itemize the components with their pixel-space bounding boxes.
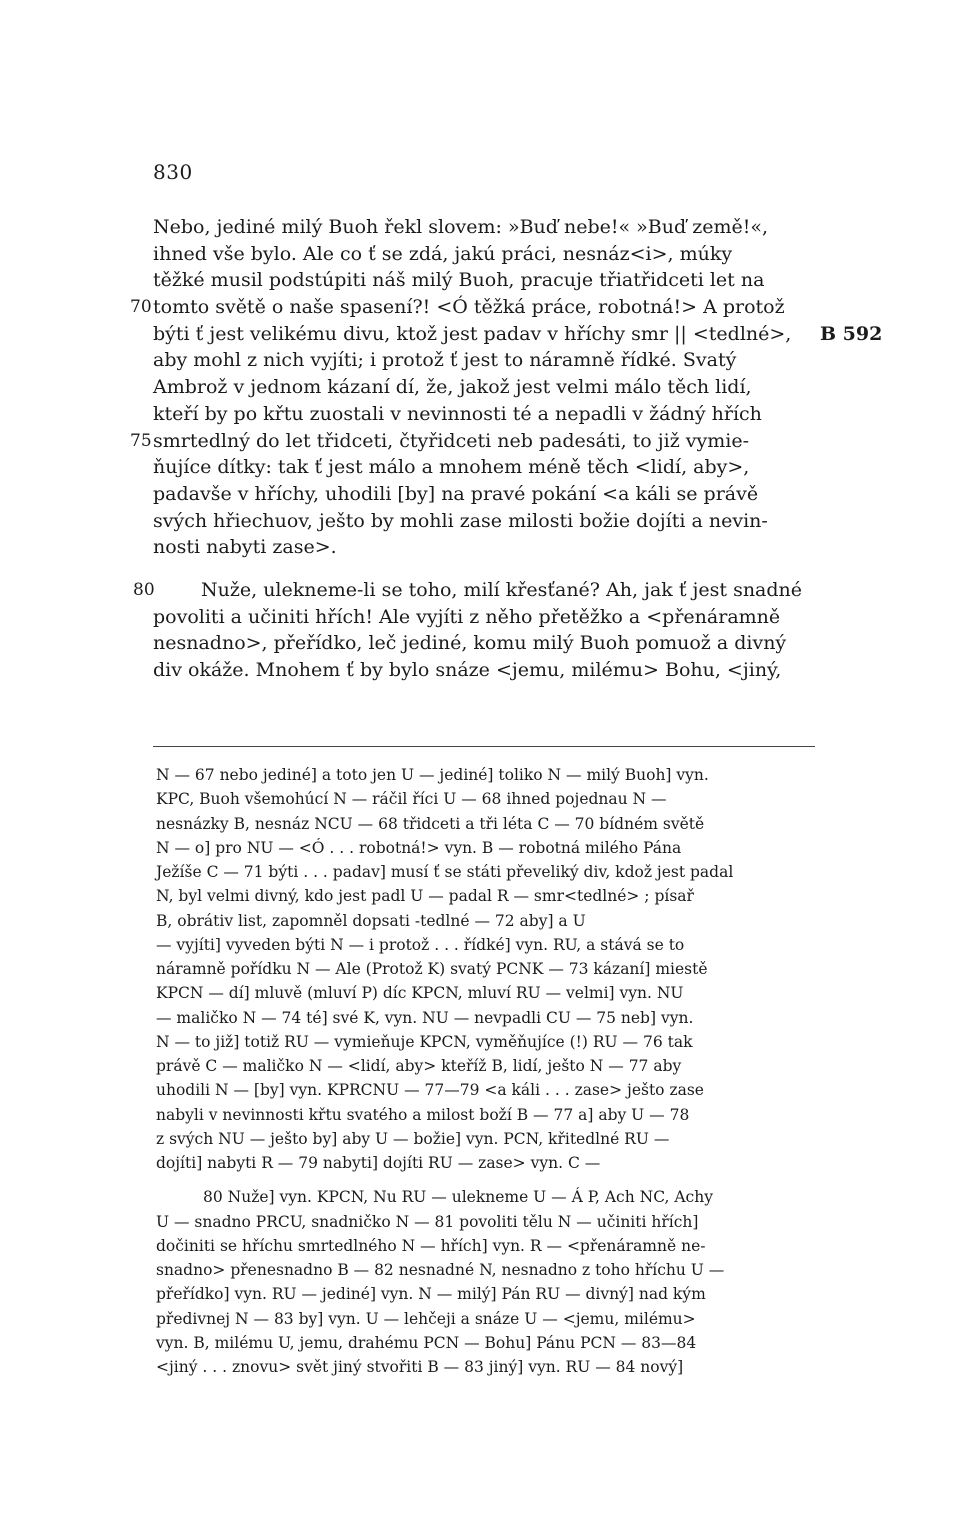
text-line-80 xyxy=(133,577,813,604)
apparatus-line: nesnázky B, nesnáz NCU — 68 třidceti a tři léta C — 70 bídném světě xyxy=(156,814,705,833)
apparatus-line: <jiný . . . znovu> svět jiný stvořiti B — 83 jiný] vyn. RU — 84 nový] xyxy=(156,1358,684,1376)
apparatus-line: nabyli v nevinnosti křtu svatého a milost boží B — 77 a] aby U — 78 xyxy=(156,1105,690,1124)
apparatus-line: KPCN — dí] mluvě (mluví P) díc KPCN, mluví RU — velmi] vyn. NU xyxy=(156,984,684,1003)
text-line-with-side-note xyxy=(153,321,883,348)
line-number: 75 xyxy=(130,430,152,451)
text-line-70 xyxy=(130,294,813,321)
apparatus-line: dojíti] nabyti R — 79 nabyti] dojíti RU — zase> vyn. C — xyxy=(156,1154,601,1172)
apparatus-gap xyxy=(156,1175,816,1185)
apparatus-line: uhodili N — [by] vyn. KPRCNU — 77—79 <a káli . . . zase> ješto zase xyxy=(156,1081,704,1100)
text-line: div okáže. Mnohem ť by bylo snáze <jemu, milému> Bohu, <jiný, xyxy=(153,659,782,681)
side-note: B 592 xyxy=(820,322,883,345)
apparatus-line: přeřídko] vyn. RU — jediné] vyn. N — milý] Pán RU — divný] nad kým xyxy=(156,1285,706,1304)
apparatus-line: vyn. B, milému U, jemu, drahému PCN — Bohu] Pánu PCN — 83—84 xyxy=(156,1333,697,1352)
text-line: ňujíce dítky: tak ť jest málo a mnohem méně těch <lidí, aby>, xyxy=(153,456,750,479)
text-line: Nebo, jediné milý Buoh řekl slovem: »Buď nebe!« »Buď země!«, xyxy=(153,216,769,238)
text-line: těžké musil podstúpiti náš milý Buoh, pracuje třiatřidceti let na xyxy=(153,269,765,292)
text-line-content: smrtedlný do let třidceti, čtyřidceti neb padesáti, to již vymie- xyxy=(153,429,750,452)
text-line: svých hřiechuov, ješto by mohli zase milosti božie dojíti a nevin- xyxy=(153,509,768,532)
apparatus-line: 80 Nuže] vyn. KPCN, Nu RU — ulekneme U — Á P, Ach NC, Achy xyxy=(203,1188,713,1207)
footnote-rule xyxy=(153,746,815,747)
apparatus-line: právě C — maličko N — <lidí, aby> kteříž B, lidí, ješto N — 77 aby xyxy=(156,1057,682,1075)
text-line: nesnadno>, přeřídko, leč jediné, komu milý Buoh pomuož a divný xyxy=(153,632,787,655)
line-number: 80 xyxy=(133,579,155,600)
apparatus-line: z svých NU — ješto by] aby U — božie] vyn. PCN, křitedlné RU — xyxy=(156,1129,670,1148)
text-line-content: Nuže, ulekneme-li se toho, milí křesťané? Ah, jak ť jest snadné xyxy=(201,578,803,601)
apparatus-line: snadno> přenesnadno B — 82 nesnadné N, nesnadno z toho hříchu U — xyxy=(156,1261,725,1279)
text-line: Ambrož v jednom kázaní dí, že, jakož jest velmi málo těch lidí, xyxy=(153,376,752,399)
apparatus-line: N — 67 nebo jediné] a toto jen U — jediné] toliko N — milý Buoh] vyn. xyxy=(156,766,709,784)
apparatus-line: předivnej N — 83 by] vyn. U — lehčeji a snáze U — <jemu, milému> xyxy=(156,1309,696,1328)
apparatus-line: N — o] pro NU — <Ó . . . robotná!> vyn. B — robotná milého Pána xyxy=(156,838,682,857)
critical-apparatus xyxy=(156,763,816,1379)
text-line: povoliti a učiniti hřích! Ale vyjíti z něho přetěžko a <přenáramně xyxy=(153,605,781,628)
apparatus-line: B, obrátiv list, zapomněl dopsati -tedlné — 72 aby] a U xyxy=(156,911,586,930)
apparatus-line: U — snadno PRCU, snadničko N — 81 povoliti tělu N — učiniti hřích] xyxy=(156,1212,699,1231)
apparatus-line: KPC, Buoh všemohúcí N — ráčil říci U — 68 ihned pojednau N — xyxy=(156,790,667,809)
text-line: padavše v hříchy, uhodili [by] na pravé pokání <a káli se právě xyxy=(153,482,759,505)
text-line: nosti nabyti zase>. xyxy=(153,536,337,559)
apparatus-line: Ježíše C — 71 býti . . . padav] musí ť se státi převeliký div, kdož jest padal xyxy=(156,863,734,881)
text-line-content: tomto světě o naše spasení?! <Ó těžká práce, robotná!> A protož xyxy=(153,296,785,319)
apparatus-line: N, byl velmi divný, kdo jest padl U — padal R — smr<tedlné> ; písař xyxy=(156,887,694,906)
text-line-content: býti ť jest velikému divu, ktož jest padav v hříchy smr || <tedlné>, xyxy=(153,322,792,345)
apparatus-line: — maličko N — 74 té] své K, vyn. NU — nevpadli CU — 75 neb] vyn. xyxy=(156,1008,694,1027)
text-line-75 xyxy=(130,428,813,455)
paragraph-gap xyxy=(153,561,813,577)
text-line: kteří by po křtu zuostali v nevinnosti té a nepadli v žádný hřích xyxy=(153,402,762,425)
apparatus-line: — vyjíti] vyveden býti N — i protož . . . řídké] vyn. RU, a stává se to xyxy=(156,935,685,954)
apparatus-line: dočiniti se hříchu smrtedlného N — hřích] vyn. R — <přenáramně ne- xyxy=(156,1236,706,1255)
apparatus-line: N — to již] totiž RU — vymieňuje KPCN, vyměňujíce (!) RU — 76 tak xyxy=(156,1032,693,1051)
line-number: 70 xyxy=(130,297,152,318)
text-line: aby mohl z nich vyjíti; i protož ť jest to náramně řídké. Svatý xyxy=(153,349,737,372)
page-number: 830 xyxy=(153,160,193,184)
main-text xyxy=(130,214,883,684)
apparatus-line: náramně pořídku N — Ale (Protož K) svatý PCNK — 73 kázaní] miestě xyxy=(156,960,708,978)
text-line: ihned vše bylo. Ale co ť se zdá, jakú práci, nesnáz<i>, múky xyxy=(153,242,733,265)
